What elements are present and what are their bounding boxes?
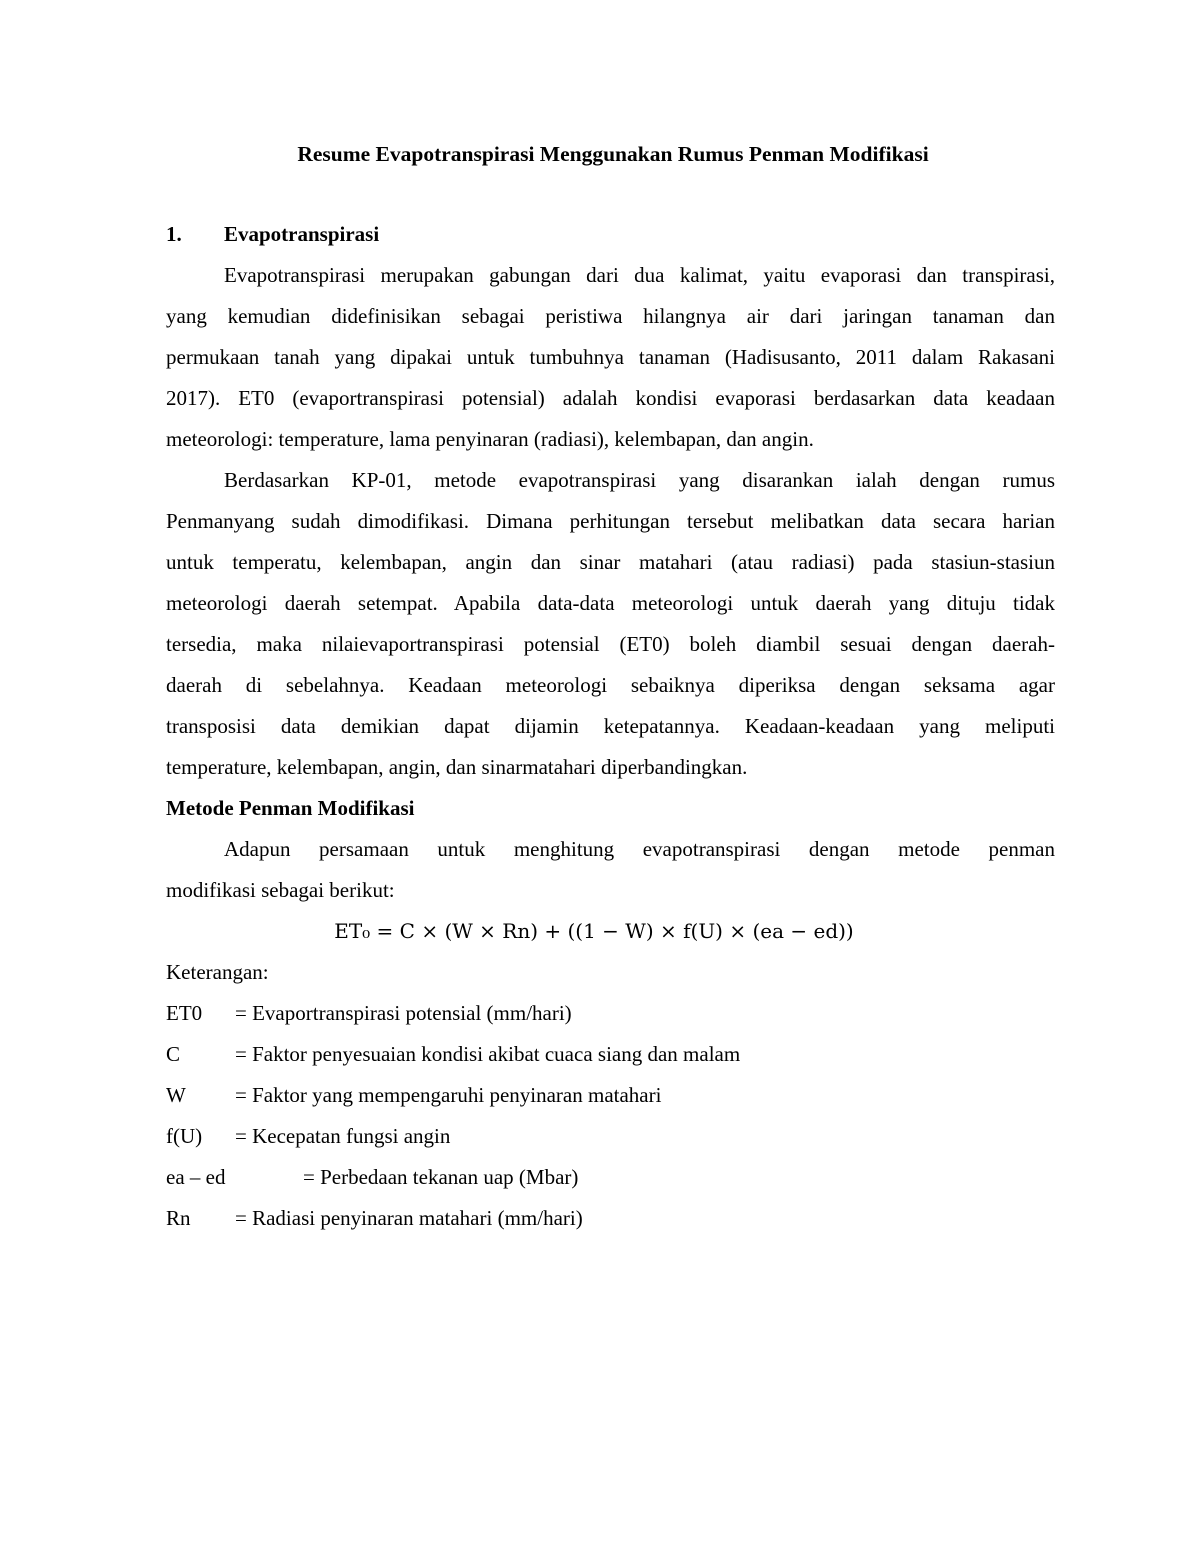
paragraph-line: untuk temperatu, kelembapan, angin dan sinar matahari (atau radiasi) pada stasiun-stasiun (166, 550, 1055, 574)
legend-label: Keterangan: (166, 960, 269, 984)
paragraph-line: modifikasi sebagai berikut: (166, 878, 395, 902)
paragraph-line: Berdasarkan KP-01, metode evapotranspirasi yang disarankan ialah dengan rumus (224, 468, 1055, 492)
legend-symbol: C (166, 1042, 181, 1066)
legend-symbol: ET0 (166, 1001, 203, 1025)
paragraph-line: Adapun persamaan untuk menghitung evapotranspirasi dengan metode penman (224, 837, 1055, 861)
legend-description: = Kecepatan fungsi angin (235, 1124, 451, 1148)
legend-description: = Faktor penyesuaian kondisi akibat cuaca siang dan malam (235, 1042, 741, 1066)
paragraph-line: meteorologi: temperature, lama penyinaran (radiasi), kelembapan, dan angin. (166, 427, 814, 451)
paragraph-line: tersedia, maka nilaievaportranspirasi potensial (ET0) boleh diambil sesuai dengan daerah- (166, 632, 1055, 656)
legend-description: = Radiasi penyinaran matahari (mm/hari) (235, 1206, 583, 1230)
legend-symbol: ea – ed (166, 1165, 226, 1189)
legend-description: = Evaportranspirasi potensial (mm/hari) (235, 1001, 572, 1025)
paragraph-line: yang kemudian didefinisikan sebagai peristiwa hilangnya air dari jaringan tanaman dan (166, 304, 1055, 328)
legend-symbol: Rn (166, 1206, 191, 1230)
penman-equation: ET₀ = C × (W × Rn) + ((1 − W) × f(U) × (ea − ed)) (334, 919, 854, 943)
paragraph-line: permukaan tanah yang dipakai untuk tumbuhnya tanaman (Hadisusanto, 2011 dalam Rakasani (166, 345, 1055, 369)
paragraph-line: daerah di sebelahnya. Keadaan meteorologi sebaiknya diperiksa dengan seksama agar (166, 673, 1055, 697)
paragraph-line: temperature, kelembapan, angin, dan sinarmatahari diperbandingkan. (166, 755, 748, 779)
paragraph-line: Penmanyang sudah dimodifikasi. Dimana perhitungan tersebut melibatkan data secara harian (166, 509, 1055, 533)
subsection-heading: Metode Penman Modifikasi (166, 796, 415, 820)
paragraph-line: meteorologi daerah setempat. Apabila data-data meteorologi untuk daerah yang dituju tidak (166, 591, 1055, 615)
section-heading: Evapotranspirasi (224, 222, 380, 246)
paragraph-line: transposisi data demikian dapat dijamin ketepatannya. Keadaan-keadaan yang meliputi (166, 714, 1055, 738)
legend-description: = Faktor yang mempengaruhi penyinaran matahari (235, 1083, 662, 1107)
document-title: Resume Evapotranspirasi Menggunakan Rumus Penman Modifikasi (297, 142, 929, 166)
legend-symbol: W (166, 1083, 186, 1107)
legend-description: = Perbedaan tekanan uap (Mbar) (303, 1165, 579, 1189)
paragraph-line: 2017). ET0 (evaportranspirasi potensial) adalah kondisi evaporasi berdasarkan data keadaan (166, 386, 1055, 410)
paragraph-line: Evapotranspirasi merupakan gabungan dari dua kalimat, yaitu evaporasi dan transpirasi, (224, 263, 1055, 287)
section-number: 1. (166, 222, 182, 246)
legend-symbol: f(U) (166, 1124, 203, 1148)
